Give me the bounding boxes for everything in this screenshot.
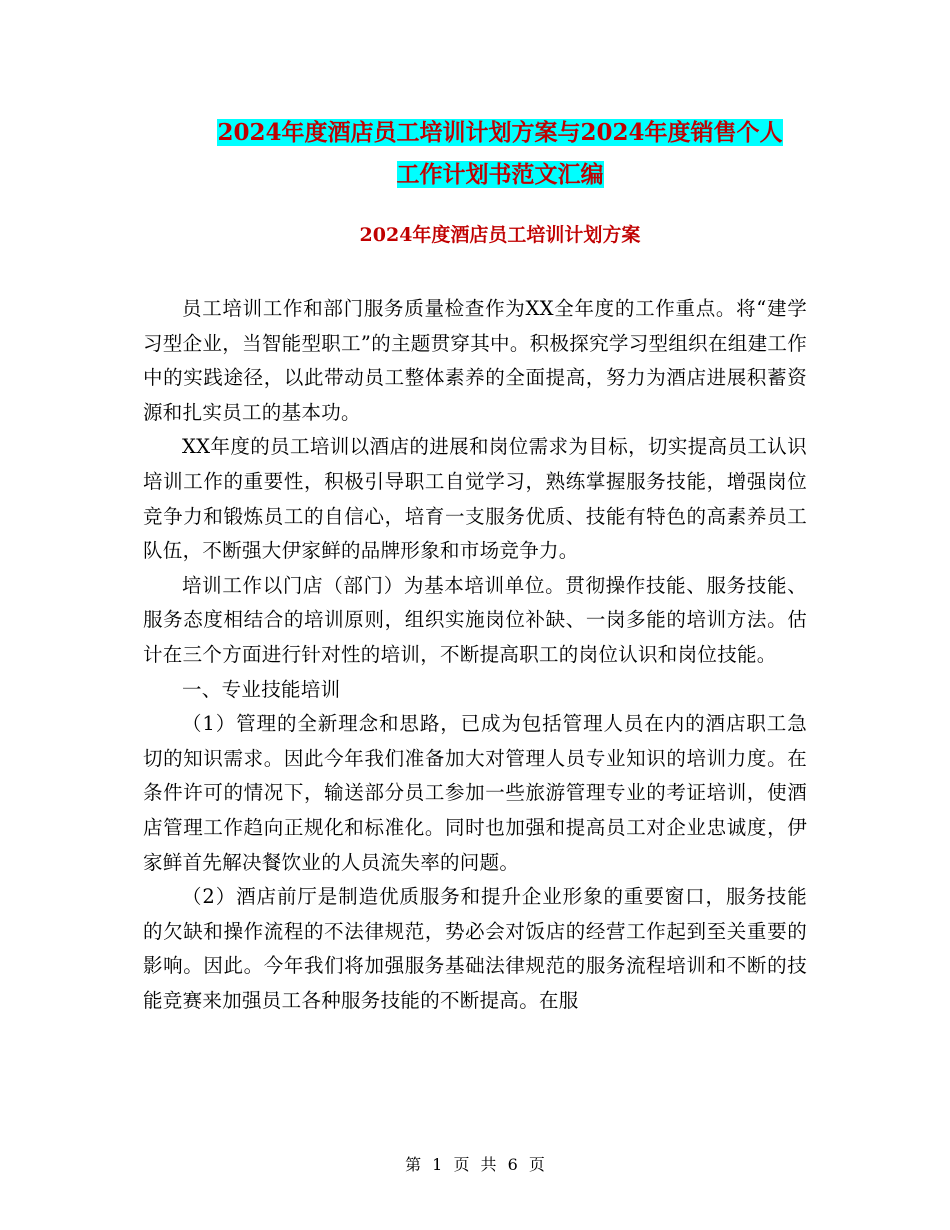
title-line-1: 2024年度酒店员工培训计划方案与2024年度销售个人 [217,119,783,146]
paragraph: （1）管理的全新理念和思路，已成为包括管理人员在内的酒店职工急切的知识需求。因此今年我们准备加大对管理人员专业知识的培训力度。在条件许可的情况下，输送部分员工参加一些旅游管理专业的考证培训，使酒店管理工作趋向正规化和标准化。同时也加强和提高员工对企业忠诚度，伊家鲜首先解决餐饮业的人员流失率的问题。 [143,712,807,874]
section-title: 2024年度酒店员工培训计划方案 [359,224,641,246]
paragraph: XX年度的员工培训以酒店的进展和岗位需求为目标，切实提高员工认识培训工作的重要性，积极引导职工自觉学习，熟练掌握服务技能，增强岗位竞争力和锻炼员工的自信心，培育一支服务优质、技能有特色的高素养员工队伍，不断强大伊家鲜的品牌形象和市场竞争力。 [143,435,807,563]
page-number-footer: 第 1 页 共 6 页 [405,1155,545,1174]
paragraph: 培训工作以门店（部门）为基本培训单位。贯彻操作技能、服务技能、服务态度相结合的培训原则，组织实施岗位补缺、一岗多能的培训方法。估计在三个方面进行针对性的培训，不断提高职工的岗位认识和岗位技能。 [143,573,807,666]
document-body [143,292,807,1018]
document-title [140,112,860,196]
section-heading: 一、专业技能培训 [182,677,341,701]
title-line-2: 工作计划书范文汇编 [396,161,604,188]
paragraph: （2）酒店前厅是制造优质服务和提升企业形象的重要窗口，服务技能的欠缺和操作流程的不法律规范，势必会对饭店的经营工作起到至关重要的影响。因此。今年我们将加强服务基础法律规范的服务流程培训和不断的技能竞赛来加强员工各种服务技能的不断提高。在服 [143,885,807,1012]
paragraph: 员工培训工作和部门服务质量检查作为XX全年度的工作重点。将“建学习型企业，当智能型职工”的主题贯穿其中。积极探究学习型组织在组建工作中的实践途径，以此带动员工整体素养的全面提高，努力为酒店进展积蓄资源和扎实员工的基本功。 [143,297,807,424]
